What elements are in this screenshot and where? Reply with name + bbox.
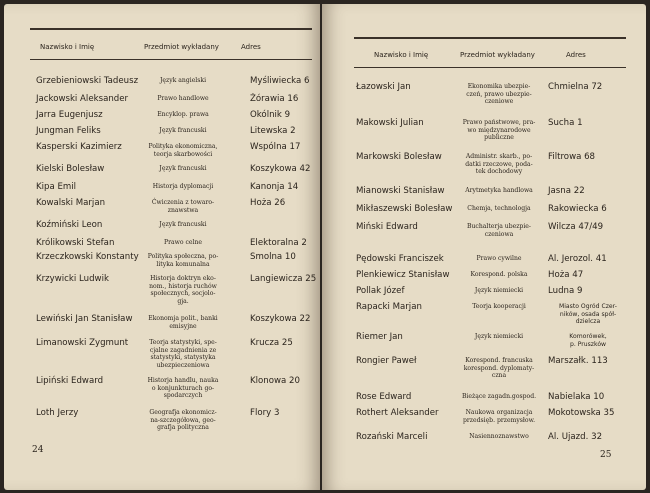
staff-name: Lipiński Edward <box>36 376 104 386</box>
staff-subject: Geografja ekonomicz- na-szczegółowa, geo- grafja polityczna <box>149 409 217 432</box>
header-subject: Przedmiot wykładany <box>460 51 535 59</box>
staff-address: Wilcza 47/49 <box>548 222 604 232</box>
staff-address: Krucza 25 <box>250 338 293 348</box>
staff-address: Nabielaka 10 <box>548 392 605 402</box>
staff-subject: Korespond. polska <box>470 271 528 278</box>
staff-address: Al. Jerozol. 41 <box>548 254 607 264</box>
staff-name: Koźmiński Leon <box>36 220 103 230</box>
staff-subject: Prawo handlowe <box>157 95 209 102</box>
header-bottom-rule <box>354 67 626 68</box>
staff-name: Jungman Feliks <box>36 126 101 136</box>
staff-subject: Administr. skarb., po- datki rzeczowe, poda- tek dochodowy <box>465 153 533 176</box>
staff-name: Krzywicki Ludwik <box>36 274 109 284</box>
staff-address: Elektoralna 2 <box>250 238 307 248</box>
staff-name: Miński Edward <box>356 222 418 232</box>
staff-name: Mianowski Stanisław <box>356 186 445 196</box>
staff-address: Wspólna 17 <box>250 142 301 152</box>
staff-subject: Ćwiczenia z towaro- znawstwa <box>151 199 215 214</box>
staff-name: Krzeczkowski Konstanty <box>36 252 139 262</box>
staff-subject: Historja doktryn eko- nom., historja ruchów społecznych, socjolo- gja. <box>149 275 217 305</box>
staff-address: Myśliwiecka 6 <box>250 76 310 86</box>
staff-name: Królikowski Stefan <box>36 238 115 248</box>
staff-subject: Teorja statystyki, spe- cjalne zagadnienia ze statystyki, statystyka ubezpieczeniowa <box>149 339 217 369</box>
right-page <box>322 4 646 490</box>
staff-address: Koszykowa 22 <box>250 314 311 324</box>
staff-name: Rose Edward <box>356 392 412 402</box>
header-address: Adres <box>241 43 261 51</box>
staff-name: Rapacki Marjan <box>356 302 422 312</box>
staff-name: Lewiński Jan Stanisław <box>36 314 133 324</box>
staff-name: Loth Jerzy <box>36 408 79 418</box>
staff-subject: Nasiennoznawstwo <box>469 433 529 440</box>
staff-address: Al. Ujazd. 32 <box>548 432 603 442</box>
staff-address: Chmielna 72 <box>548 82 603 92</box>
staff-address: Miasto Ogród Czer- ników, osada spół- dzielcza <box>558 303 617 326</box>
staff-subject: Prawo cywilne <box>476 255 522 262</box>
staff-address: Żórawia 16 <box>250 94 299 104</box>
staff-address: Klonowa 20 <box>250 376 300 386</box>
staff-address: Okólnik 9 <box>250 110 291 120</box>
staff-address: Filtrowa 68 <box>548 152 596 162</box>
staff-subject: Język francuski <box>159 165 207 172</box>
staff-address: Langiewicza 25 <box>250 274 317 284</box>
staff-address: Hoża 47 <box>548 270 584 280</box>
staff-name: Limanowski Zygmunt <box>36 338 129 348</box>
staff-name: Jackowski Aleksander <box>36 94 129 104</box>
staff-name: Kielski Bolesław <box>36 164 105 174</box>
staff-subject: Ekonomja polit., banki emisyjne <box>148 315 218 330</box>
staff-address: Ludna 9 <box>548 286 583 296</box>
staff-address: Sucha 1 <box>548 118 583 128</box>
staff-name: Pędowski Franciszek <box>356 254 444 264</box>
header-top-rule <box>30 28 312 30</box>
staff-name: Markowski Bolesław <box>356 152 442 162</box>
staff-name: Kasperski Kazimierz <box>36 142 122 152</box>
staff-name: Mikłaszewski Bolesław <box>356 204 453 214</box>
staff-subject: Prawo celne <box>164 239 202 246</box>
staff-address: Koszykowa 42 <box>250 164 311 174</box>
staff-name: Kipa Emil <box>36 182 77 192</box>
staff-subject: Chemja, technologja <box>467 205 531 212</box>
staff-subject: Bieżące zagadn.gospod. <box>461 393 537 400</box>
staff-name: Rothert Aleksander <box>356 408 439 418</box>
staff-subject: Język francuski <box>159 221 207 228</box>
staff-name: Riemer Jan <box>356 332 403 342</box>
staff-subject: Buchalterja ubezpie- czeniowa <box>467 223 531 238</box>
staff-address: Smolna 10 <box>250 252 296 262</box>
staff-address: Hoża 26 <box>250 198 286 208</box>
staff-subject: Polityka społeczna, po- lityka komunalna <box>147 253 219 268</box>
page-number-left: 24 <box>32 445 44 455</box>
staff-name: Łazowski Jan <box>356 82 411 92</box>
staff-subject: Język angielski <box>159 77 207 84</box>
header-name: Nazwisko i Imię <box>40 43 95 51</box>
staff-subject: Arytmetyka handlowa <box>465 187 533 194</box>
staff-name: Grzebieniowski Tadeusz <box>36 76 139 86</box>
staff-address: Komorówek, p. Pruszków <box>569 333 607 348</box>
staff-subject: Historja handlu, nauka o konjunkturach go- spodarczych <box>147 377 219 400</box>
staff-subject: Naukowa organizacja przedsięb. przemysłow. <box>462 409 536 424</box>
staff-subject: Teorja kooperacji <box>472 303 526 310</box>
staff-subject: Język niemiecki <box>474 333 524 340</box>
header-subject: Przedmiot wykładany <box>144 43 219 51</box>
staff-address: Kanonja 14 <box>250 182 299 192</box>
page-number-right: 25 <box>600 450 612 460</box>
staff-name: Pollak Józef <box>356 286 405 296</box>
staff-name: Rongier Paweł <box>356 356 417 366</box>
staff-subject: Język francuski <box>159 127 207 134</box>
staff-subject: Historja dyplomacji <box>152 183 214 190</box>
staff-subject: Ekonomika ubezpie- czeń, prawo ubezpie- czeniowe <box>466 83 532 106</box>
staff-subject: Polityka ekonomiczna, teorja skarbowości <box>148 143 218 158</box>
staff-subject: Korespond. francuska korespond. dyplomaty- czna <box>463 357 535 380</box>
staff-name: Makowski Julian <box>356 118 424 128</box>
staff-address: Litewska 2 <box>250 126 296 136</box>
staff-address: Flory 3 <box>250 408 280 418</box>
header-address: Adres <box>566 51 586 59</box>
left-page <box>4 4 320 490</box>
staff-subject: Język niemiecki <box>474 287 524 294</box>
staff-address: Jasna 22 <box>548 186 585 196</box>
staff-name: Jarra Eugenjusz <box>36 110 103 120</box>
staff-address: Rakowiecka 6 <box>548 204 607 214</box>
staff-name: Rozański Marceli <box>356 432 428 442</box>
staff-name: Plenkiewicz Stanisław <box>356 270 450 280</box>
header-bottom-rule <box>30 59 312 60</box>
header-top-rule <box>354 37 626 39</box>
staff-subject: Prawo państwowe, pra- wo międzynarodowe publiczne <box>462 119 536 142</box>
staff-subject: Encyklop. prawa <box>157 111 209 118</box>
staff-name: Kowalski Marjan <box>36 198 106 208</box>
header-name: Nazwisko i Imię <box>374 51 429 59</box>
staff-address: Marszałk. 113 <box>548 356 608 366</box>
staff-address: Mokotowska 35 <box>548 408 615 418</box>
